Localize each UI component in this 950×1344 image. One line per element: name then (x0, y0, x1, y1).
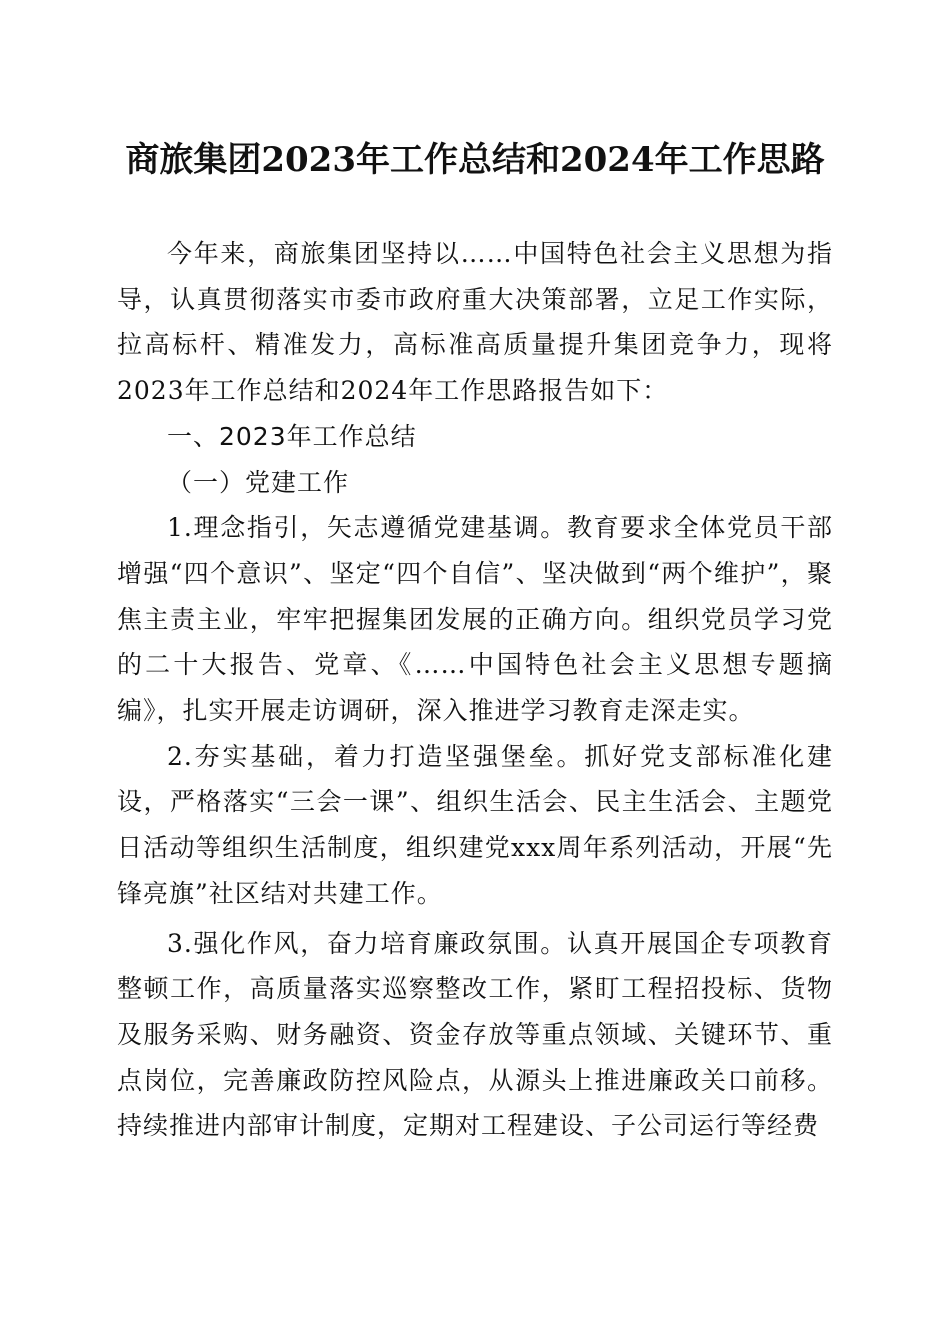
subsection-heading: （一）党建工作 (167, 467, 350, 497)
body-paragraph-1: 1.理念指引，矢志遵循党建基调。教育要求全体党员干部增强“四个意识”、坚定“四个自信”、坚决做到“两个维护”，聚焦主责主业，牢牢把握集团发展的正确方向。组织党员学习党的二十大报告、党章、《……中国特色社会主义思想专题摘编》，扎实开展走访调研，深入推进学习教育走深走实。 (117, 513, 833, 726)
document-body (117, 231, 833, 1149)
section-heading: 一、2023年工作总结 (167, 421, 417, 451)
document-title: 商旅集团2023年工作总结和2024年工作思路 (125, 140, 825, 180)
intro-paragraph: 今年来，商旅集团坚持以……中国特色社会主义思想为指导，认真贯彻落实市委市政府重大决策部署，立足工作实际，拉高标杆、精准发力，高标准高质量提升集团竞争力，现将2023年工作总结和2024年工作思路报告如下： (117, 239, 833, 406)
body-paragraph-2: 2.夯实基础，着力打造坚强堡垒。抓好党支部标准化建设，严格落实“三会一课”、组织生活会、民主生活会、主题党日活动等组织生活制度，组织建党xxx周年系列活动，开展“先锋亮旗”社区结对共建工作。 (117, 741, 833, 908)
body-paragraph-3: 3.强化作风，奋力培育廉政氛围。认真开展国企专项教育整顿工作，高质量落实巡察整改工作，紧盯工程招投标、货物及服务采购、财务融资、资金存放等重点领域、关键环节、重点岗位，完善廉政防控风险点，从源头上推进廉政关口前移。持续推进内部审计制度，定期对工程建设、子公司运行等经费 (117, 928, 833, 1141)
